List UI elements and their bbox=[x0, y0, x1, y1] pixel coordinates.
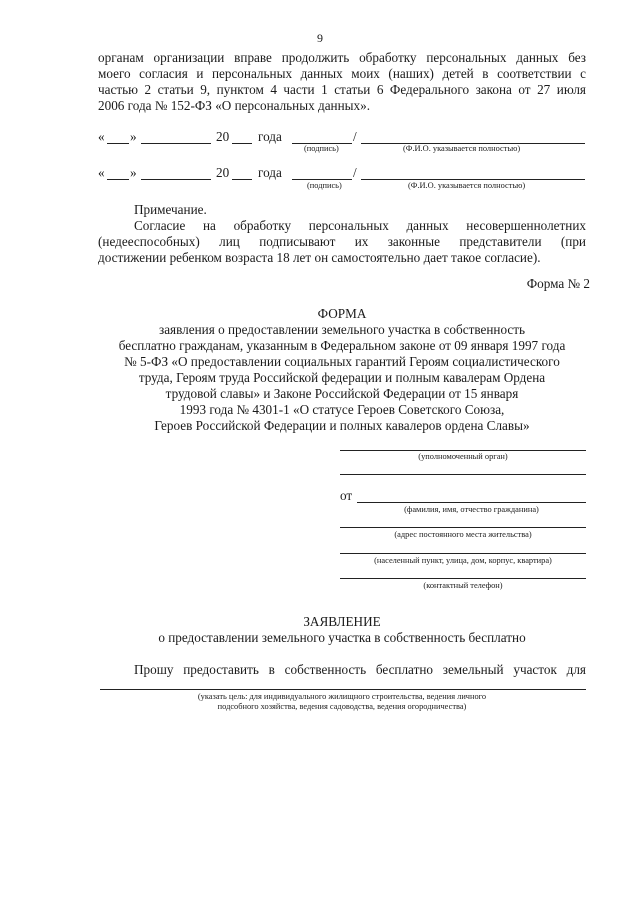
sign-caption: (подпись) bbox=[304, 144, 339, 153]
locality-caption: (населенный пункт, улица, дом, корпус, квартира) bbox=[374, 556, 552, 565]
slash: / bbox=[353, 165, 357, 180]
month-blank[interactable] bbox=[141, 143, 211, 144]
month-blank[interactable] bbox=[141, 179, 211, 180]
year-word: года bbox=[258, 165, 282, 180]
form-subtitle-line-3: № 5-ФЗ «О предоставлении социальных гарантий Героям социалистического bbox=[124, 354, 560, 369]
year-blank[interactable] bbox=[232, 179, 252, 180]
sign-caption: (подпись) bbox=[307, 181, 342, 190]
year-prefix: 20 bbox=[216, 129, 230, 144]
address-line[interactable] bbox=[340, 527, 586, 528]
intro-line-2: моего согласия и персональных данных моих (наших) детей в соответствии с bbox=[98, 66, 586, 81]
day-blank[interactable] bbox=[107, 143, 129, 144]
form-subtitle-line-1: заявления о предоставлении земельного участка в собственность bbox=[158, 322, 526, 337]
form-subtitle-line-4: труда, Героям труда Российской федерации и полным кавалерам Ордена bbox=[138, 370, 546, 385]
note-title: Примечание. bbox=[134, 202, 207, 217]
applicant-name-caption: (фамилия, имя, отчество гражданина) bbox=[404, 505, 539, 514]
note-line-2: (недееспособных) лиц подписывают их законные представители (при bbox=[98, 234, 586, 249]
name-caption: (Ф.И.О. указывается полностью) bbox=[408, 181, 526, 190]
intro-line-3: частью 2 статьи 9, пунктом 4 части 1 статьи 6 Федерального закона от 27 июля bbox=[98, 82, 586, 97]
name-caption: (Ф.И.О. указывается полностью) bbox=[403, 144, 521, 153]
phone-line[interactable] bbox=[340, 578, 586, 579]
authority-line-2[interactable] bbox=[340, 474, 586, 475]
year-prefix: 20 bbox=[216, 165, 230, 180]
note-line-1: Согласие на обработку персональных данных несовершеннолетних bbox=[134, 218, 586, 233]
year-blank[interactable] bbox=[232, 143, 252, 144]
locality-line[interactable] bbox=[340, 553, 586, 554]
address-caption: (адрес постоянного места жительства) bbox=[394, 530, 532, 539]
year-word: года bbox=[258, 129, 282, 144]
intro-line-1: органам организации вправе продолжить обработку персональных данных без bbox=[98, 50, 586, 65]
purpose-line[interactable] bbox=[100, 689, 586, 690]
note-line-3: достижении ребенком возраста 18 лет он самостоятельно дает такое согласие). bbox=[98, 250, 541, 265]
authority-line-1[interactable] bbox=[340, 450, 586, 451]
applicant-name-line[interactable] bbox=[357, 502, 586, 503]
form-subtitle-line-7: Героев Российской Федерации и полных кавалеров ордена Славы» bbox=[154, 418, 530, 433]
slash: / bbox=[353, 129, 357, 144]
page-number: 9 bbox=[317, 31, 323, 45]
close-quote: » bbox=[130, 165, 137, 180]
close-quote: » bbox=[130, 129, 137, 144]
purpose-caption-line-2: подсобного хозяйства, ведения садоводства, ведения огородничества) bbox=[217, 702, 467, 711]
form-subtitle-line-5: трудовой славы» и Законе Российской Федерации от 15 января bbox=[165, 386, 519, 401]
form-subtitle-line-6: 1993 года № 4301-1 «О статусе Героев Советского Союза, bbox=[179, 402, 505, 417]
form-title: ФОРМА bbox=[317, 306, 367, 321]
purpose-caption-line-1: (указать цель: для индивидуального жилищного строительства, ведения личного bbox=[197, 692, 487, 701]
application-subtitle: о предоставлении земельного участка в собственность бесплатно bbox=[158, 630, 526, 645]
authority-caption: (уполномоченный орган) bbox=[418, 452, 508, 461]
signature-blank[interactable] bbox=[292, 179, 352, 180]
full-name-blank[interactable] bbox=[361, 179, 585, 180]
application-title: ЗАЯВЛЕНИЕ bbox=[303, 614, 381, 629]
open-quote: « bbox=[98, 165, 105, 180]
intro-line-4: 2006 года № 152-ФЗ «О персональных данных». bbox=[98, 98, 371, 113]
application-body: Прошу предоставить в собственность бесплатно земельный участок для bbox=[134, 662, 586, 677]
phone-caption: (контактный телефон) bbox=[423, 581, 503, 590]
form-number-label: Форма № 2 bbox=[526, 276, 590, 291]
form-subtitle-line-2: бесплатно гражданам, указанным в Федеральном законе от 09 января 1997 года bbox=[118, 338, 566, 353]
from-label: от bbox=[340, 488, 353, 503]
open-quote: « bbox=[98, 129, 105, 144]
day-blank[interactable] bbox=[107, 179, 129, 180]
